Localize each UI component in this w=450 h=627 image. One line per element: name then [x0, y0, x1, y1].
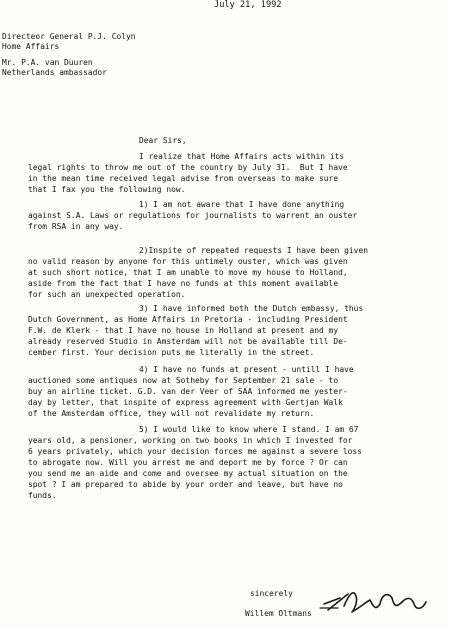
- body-line: of the Amsterdam office, they will not revalidate my return.: [28, 409, 315, 418]
- body-line: at such short notice, that I am unable to move my house to Holland,: [28, 268, 348, 277]
- recipient-line: Home Affairs: [2, 42, 60, 51]
- body-line: day by letter, that inspite of express agreement with Gertjan Walk: [28, 398, 343, 407]
- body-line: for such an unexpected operation.: [28, 290, 186, 299]
- body-line: from RSA in any way.: [28, 222, 124, 231]
- body-line: already reserved Studio in Amsterdam will not be available till De-: [28, 337, 348, 346]
- body-line: 6 years privately, which your decision forces me against a severe loss: [28, 447, 362, 456]
- body-line: 1) I am not aware that I have done anything: [139, 200, 345, 209]
- body-line: buy an airline ticket. G.D. van der Veer of SAA informed me yester-: [28, 387, 348, 396]
- body-line: I realize that Home Affairs acts within its: [139, 152, 345, 161]
- body-line: 3) I have informed both the Dutch embassy, thus: [139, 304, 364, 313]
- salutation: Dear Sirs,: [139, 136, 187, 145]
- body-line: against S.A. Laws or regulations for journalists to warrent an ouster: [28, 211, 358, 220]
- letter-date: July 21, 1992: [214, 0, 282, 10]
- body-line: spot ? I am prepared to abide by your order and leave, but have no: [28, 480, 343, 489]
- handwritten-signature: [318, 584, 438, 618]
- body-line: you send me an aide and come and oversee my actual situation on the: [28, 469, 348, 478]
- body-line: aside from the fact that I have no funds at this moment available: [28, 279, 339, 288]
- body-line: auctioned some antiques now at Sotheby for September 21 sale - to: [28, 376, 339, 385]
- body-line: F.W. de Klerk - that I have no house in Holland at present and my: [28, 326, 339, 335]
- recipient-line: Directeor General P.J. Colyn: [2, 32, 136, 41]
- body-line: 2)Inspite of repeated requests I have been given: [139, 246, 368, 255]
- body-line: to abrogate now. Will you arrest me and deport me by force ? Or can: [28, 458, 348, 467]
- body-line: 5) I would like to know where I stand. I am 67: [139, 425, 359, 434]
- body-line: years old, a pensioner, working on two books in which I invested for: [28, 436, 353, 445]
- body-line: Dutch Government, as Home Affairs in Pretoria - including President: [28, 315, 348, 324]
- body-line: no valid reason by anyone for this untimely ouster, which was given: [28, 257, 348, 266]
- body-line: 4) I have no funds at present - untill I have: [139, 365, 354, 374]
- body-line: legal rights to throw me out of the country by July 31. But I have: [28, 163, 348, 172]
- signer-name: Willem Oltmans: [245, 609, 312, 618]
- recipient-line: Netherlands ambassador: [2, 68, 107, 77]
- closing: sincerely: [250, 589, 293, 598]
- body-line: funds.: [28, 491, 57, 500]
- body-line: that I fax you the following now.: [28, 185, 186, 194]
- body-line: cember first. Your decision puts me literally in the street.: [28, 348, 315, 357]
- recipient-line: Mr. P.A. van Duuren: [2, 58, 93, 67]
- body-line: in the mean time received legal advise from overseas to make sure: [28, 174, 339, 183]
